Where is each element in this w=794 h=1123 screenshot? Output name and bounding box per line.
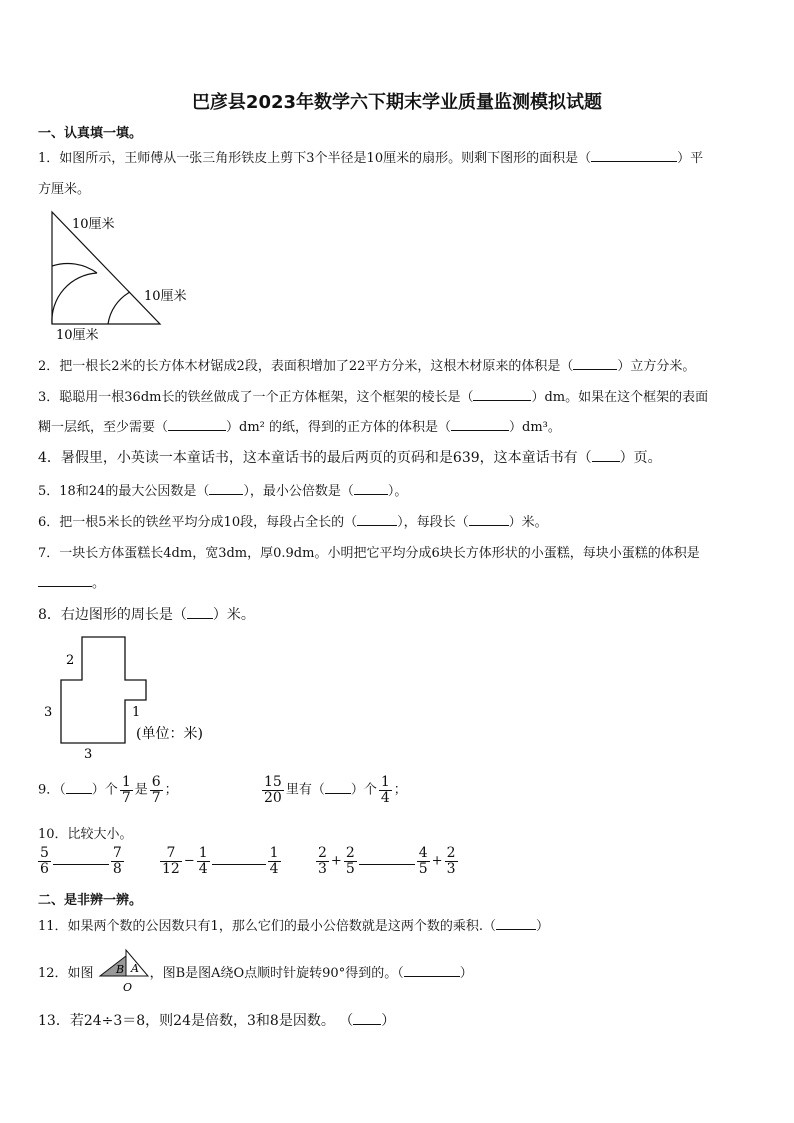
paren: （ bbox=[59, 782, 66, 798]
text: ）个 bbox=[350, 782, 377, 798]
compare-2 bbox=[158, 846, 283, 876]
question-text: 若24÷3＝8，则24是倍数，3和8是因数。 （ bbox=[69, 1013, 354, 1029]
question-number: 4． bbox=[38, 450, 61, 466]
question-number: 7． bbox=[38, 546, 60, 561]
question-4 bbox=[38, 447, 662, 467]
operator: + bbox=[330, 853, 342, 869]
answer-blank[interactable] bbox=[325, 781, 351, 794]
triangle-sector-figure bbox=[40, 208, 210, 346]
rotation-figure bbox=[96, 944, 156, 996]
label-hypotenuse: 10厘米 bbox=[72, 217, 115, 232]
question-text: 如图所示，王师傅从一张三角形铁皮上剪下3个半径是10厘米的扇形。则剩下图形的面积是（ bbox=[59, 151, 592, 166]
label-a: A bbox=[131, 962, 139, 975]
answer-blank[interactable] bbox=[469, 513, 509, 526]
answer-blank[interactable] bbox=[591, 149, 677, 162]
fraction: $\frac{6}{7}$ bbox=[151, 774, 161, 806]
question-number: 8． bbox=[38, 607, 61, 623]
question-number: 12． bbox=[38, 966, 68, 981]
question-6 bbox=[38, 511, 548, 530]
question-8 bbox=[38, 604, 255, 624]
question-text: ）平 bbox=[677, 151, 704, 166]
question-text: 。 bbox=[92, 576, 106, 591]
question-3-line-1 bbox=[38, 386, 708, 405]
fraction: $\frac{2}{3}$ bbox=[318, 845, 327, 877]
label-bottom: 3 bbox=[84, 747, 93, 762]
fraction: $\frac{1}{7}$ bbox=[121, 774, 131, 806]
compare-blank[interactable] bbox=[212, 852, 266, 865]
label-top: 2 bbox=[66, 653, 75, 668]
fraction: $\frac{2}{5}$ bbox=[345, 845, 355, 877]
operator: − bbox=[183, 853, 195, 869]
question-text: 把一根长2米的长方体木材锯成2段，表面积增加了22平方分米，这根木材原来的体积是（ bbox=[59, 359, 574, 374]
sector-arc-top bbox=[52, 263, 97, 273]
compare-1 bbox=[36, 846, 126, 876]
answer-blank[interactable] bbox=[496, 917, 536, 930]
text: 里有（ bbox=[285, 782, 325, 798]
question-text: ），最小公倍数是（ bbox=[243, 484, 354, 499]
question-text: 暑假里，小英读一本童话书，这本童话书的最后两页的页码和是639，这本童话书有（ bbox=[60, 450, 592, 466]
fraction: $\frac{1}{4}$ bbox=[380, 774, 390, 806]
question-text: ）dm³。 bbox=[509, 420, 561, 435]
answer-blank[interactable] bbox=[168, 418, 226, 431]
section-heading-2: 二、是非辨一辨。 bbox=[38, 893, 143, 908]
question-7-line-1 bbox=[38, 542, 700, 561]
question-number: 9． bbox=[38, 782, 60, 798]
question-13 bbox=[38, 1010, 395, 1030]
compare-3 bbox=[314, 846, 460, 876]
label-right: 1 bbox=[132, 705, 141, 720]
compare-blank[interactable] bbox=[359, 852, 415, 865]
question-10 bbox=[38, 823, 133, 842]
fraction: $\frac{1}{4}$ bbox=[198, 845, 208, 877]
question-text: ） bbox=[459, 966, 473, 981]
question-number: 6． bbox=[38, 515, 60, 530]
answer-blank[interactable] bbox=[187, 606, 213, 619]
label-b: B bbox=[116, 963, 125, 976]
question-text: ） bbox=[381, 1013, 396, 1029]
question-9-part-1 bbox=[38, 775, 178, 805]
question-text: ）米。 bbox=[212, 607, 255, 623]
answer-blank[interactable] bbox=[353, 1012, 381, 1025]
question-text: 一块长方体蛋糕长4dm，宽3dm，厚0.9dm。小明把它平均分成6块长方体形状的小蛋糕，每块小蛋糕的体积是 bbox=[59, 546, 700, 561]
answer-blank[interactable] bbox=[357, 513, 397, 526]
answer-blank[interactable] bbox=[573, 357, 617, 370]
fraction: $\frac{2}{3}$ bbox=[446, 845, 456, 877]
question-2 bbox=[38, 355, 695, 374]
text: ； bbox=[164, 782, 178, 798]
question-text: ）立方分米。 bbox=[617, 359, 696, 374]
question-7-line-2 bbox=[38, 572, 105, 591]
fraction: $\frac{5}{6}$ bbox=[40, 845, 49, 877]
question-1-line-1 bbox=[38, 147, 703, 166]
sector-arc-right bbox=[108, 292, 130, 324]
question-text: 右边图形的周长是（ bbox=[60, 607, 187, 623]
answer-blank[interactable] bbox=[38, 574, 92, 587]
question-number: 2． bbox=[38, 359, 60, 374]
question-text: ）。 bbox=[387, 484, 408, 499]
answer-blank[interactable] bbox=[473, 388, 531, 401]
question-number: 1． bbox=[38, 151, 60, 166]
question-text: ，图B是图A绕O点顺时针旋转90°得到的。（ bbox=[149, 966, 404, 981]
operator: + bbox=[431, 853, 443, 869]
compare-blank[interactable] bbox=[53, 852, 109, 865]
question-text: ） bbox=[535, 919, 549, 934]
question-number: 11． bbox=[38, 919, 68, 934]
unit-label: (单位：米) bbox=[136, 726, 203, 742]
question-number: 13． bbox=[38, 1013, 70, 1029]
text: 是 bbox=[134, 782, 148, 798]
question-text: ）米。 bbox=[508, 515, 548, 530]
fraction: $\frac{4}{5}$ bbox=[418, 845, 428, 877]
perimeter-figure bbox=[36, 630, 226, 762]
answer-blank[interactable] bbox=[592, 449, 620, 462]
question-number: 3． bbox=[38, 390, 60, 405]
question-text: ）dm。如果在这个框架的表面 bbox=[531, 390, 709, 405]
label-bottom: 10厘米 bbox=[56, 328, 99, 343]
question-text: 如果两个数的公因数只有1，那么它们的最小公倍数就是这两个数的乘积.（ bbox=[67, 919, 496, 934]
question-1-line-2: 方厘米。 bbox=[38, 182, 91, 197]
question-text: 糊一层纸，至少需要（ bbox=[38, 420, 169, 435]
page-title: 巴彦县2023年数学六下期末学业质量监测模拟试题 bbox=[191, 92, 603, 113]
question-text: 聪聪用一根36dm长的铁丝做成了一个正方体框架，这个框架的棱长是（ bbox=[59, 390, 474, 405]
question-number: 10． bbox=[38, 827, 68, 842]
question-text: 如图 bbox=[67, 966, 94, 981]
fraction: $\frac{1}{4}$ bbox=[269, 845, 279, 877]
sector-arc-left bbox=[52, 273, 97, 324]
question-text: 18和24的最大公因数是（ bbox=[59, 484, 210, 499]
question-text: ），每段长（ bbox=[397, 515, 469, 530]
fraction: $\frac{7}{12}$ bbox=[162, 845, 180, 877]
question-5 bbox=[38, 480, 407, 499]
label-left: 3 bbox=[44, 705, 53, 720]
answer-blank[interactable] bbox=[209, 482, 243, 495]
section-heading-1: 一、认真填一填。 bbox=[38, 126, 143, 141]
answer-blank[interactable] bbox=[451, 418, 509, 431]
label-right: 10厘米 bbox=[144, 289, 187, 304]
answer-blank[interactable] bbox=[404, 964, 460, 977]
question-3-line-2 bbox=[38, 416, 561, 435]
label-o: O bbox=[123, 981, 133, 994]
question-text: ）页。 bbox=[619, 450, 662, 466]
text: ； bbox=[393, 782, 407, 798]
question-11 bbox=[38, 915, 549, 934]
question-text: ）dm² 的纸，得到的正方体的体积是（ bbox=[226, 420, 452, 435]
answer-blank[interactable] bbox=[354, 482, 388, 495]
text: ）个 bbox=[91, 782, 118, 798]
answer-blank[interactable] bbox=[66, 781, 92, 794]
fraction: $\frac{15}{20}$ bbox=[264, 774, 282, 806]
question-text: 比较大小。 bbox=[67, 827, 133, 842]
question-9-part-2 bbox=[260, 775, 407, 805]
fraction: $\frac{7}{8}$ bbox=[112, 845, 122, 877]
question-number: 5． bbox=[38, 484, 60, 499]
question-text: 把一根5米长的铁丝平均分成10段，每段占全长的（ bbox=[59, 515, 358, 530]
